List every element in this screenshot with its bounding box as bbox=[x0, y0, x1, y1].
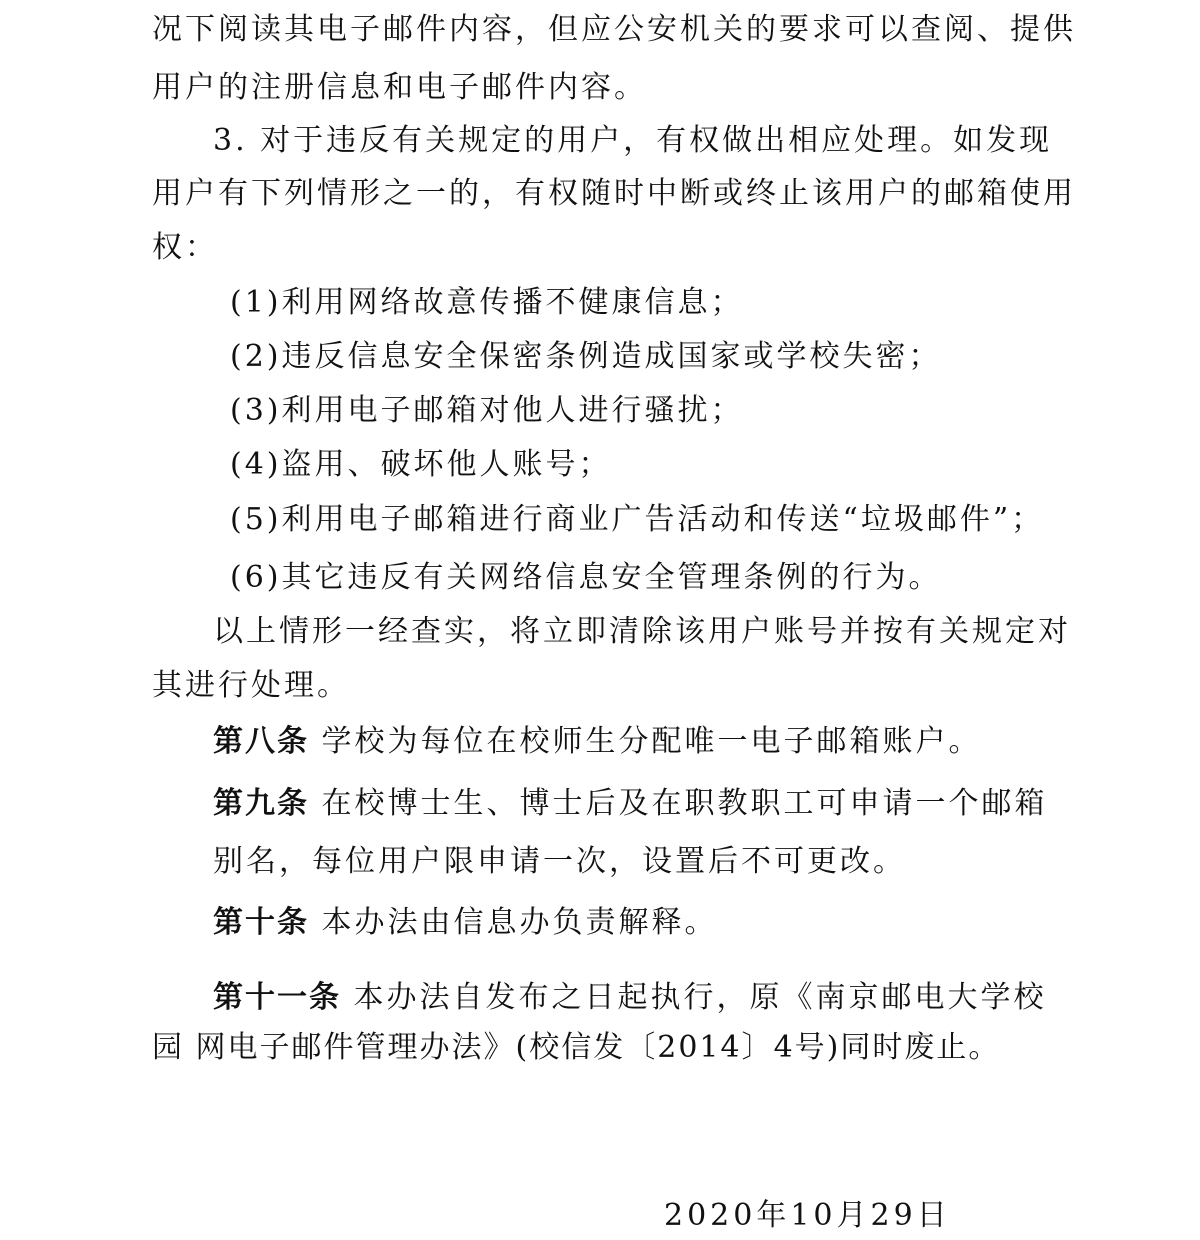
article-heading: 第十条 bbox=[213, 905, 309, 940]
body-text-line: 用户有下列情形之一的，有权随时中断或终止该用户的邮箱使用 bbox=[152, 176, 1076, 211]
article-heading: 第十一条 bbox=[213, 980, 341, 1015]
article-text-line: 别名，每位用户限申请一次，设置后不可更改。 bbox=[213, 844, 906, 879]
article-text: 学校为每位在校师生分配唯一电子邮箱账户。 bbox=[321, 724, 982, 759]
article-text: 本办法由信息办负责解释。 bbox=[321, 905, 718, 940]
list-item: (4)盗用、破坏他人账号； bbox=[230, 447, 612, 482]
body-text-line: 以上情形一经查实，将立即清除该用户账号并按有关规定对 bbox=[213, 614, 1071, 649]
article-11 bbox=[213, 978, 1047, 1018]
list-item: (3)利用电子邮箱对他人进行骚扰； bbox=[230, 393, 744, 428]
list-item: (2)违反信息安全保密条例造成国家或学校失密； bbox=[230, 339, 942, 374]
article-heading: 第八条 bbox=[213, 724, 309, 759]
document-date: 2020年10月29日 bbox=[664, 1198, 951, 1233]
body-text-line: 况下阅读其电子邮件内容，但应公安机关的要求可以查阅、提供 bbox=[152, 12, 1076, 47]
body-text-line: 用户的注册信息和电子邮件内容。 bbox=[152, 70, 647, 105]
list-item: (1)利用网络故意传播不健康信息； bbox=[230, 285, 744, 320]
body-text-line: 其进行处理。 bbox=[152, 668, 350, 703]
article-10 bbox=[213, 903, 718, 943]
article-heading: 第九条 bbox=[213, 786, 309, 821]
article-text-line: 园 网电子邮件管理办法》(校信发〔2014〕4号)同时废止。 bbox=[152, 1030, 1001, 1065]
article-9 bbox=[213, 784, 1048, 824]
article-8 bbox=[213, 722, 982, 762]
body-text-line: 3. 对于违反有关规定的用户，有权做出相应处理。如发现 bbox=[213, 123, 1053, 158]
article-text: 本办法自发布之日起执行，原《南京邮电大学校 bbox=[353, 980, 1047, 1015]
article-text: 在校博士生、博士后及在职教职工可申请一个邮箱 bbox=[321, 786, 1048, 821]
list-item: (5)利用电子邮箱进行商业广告活动和传送“垃圾邮件”； bbox=[230, 502, 1045, 537]
list-item: (6)其它违反有关网络信息安全管理条例的行为。 bbox=[230, 560, 942, 595]
body-text-line: 权： bbox=[152, 230, 218, 265]
